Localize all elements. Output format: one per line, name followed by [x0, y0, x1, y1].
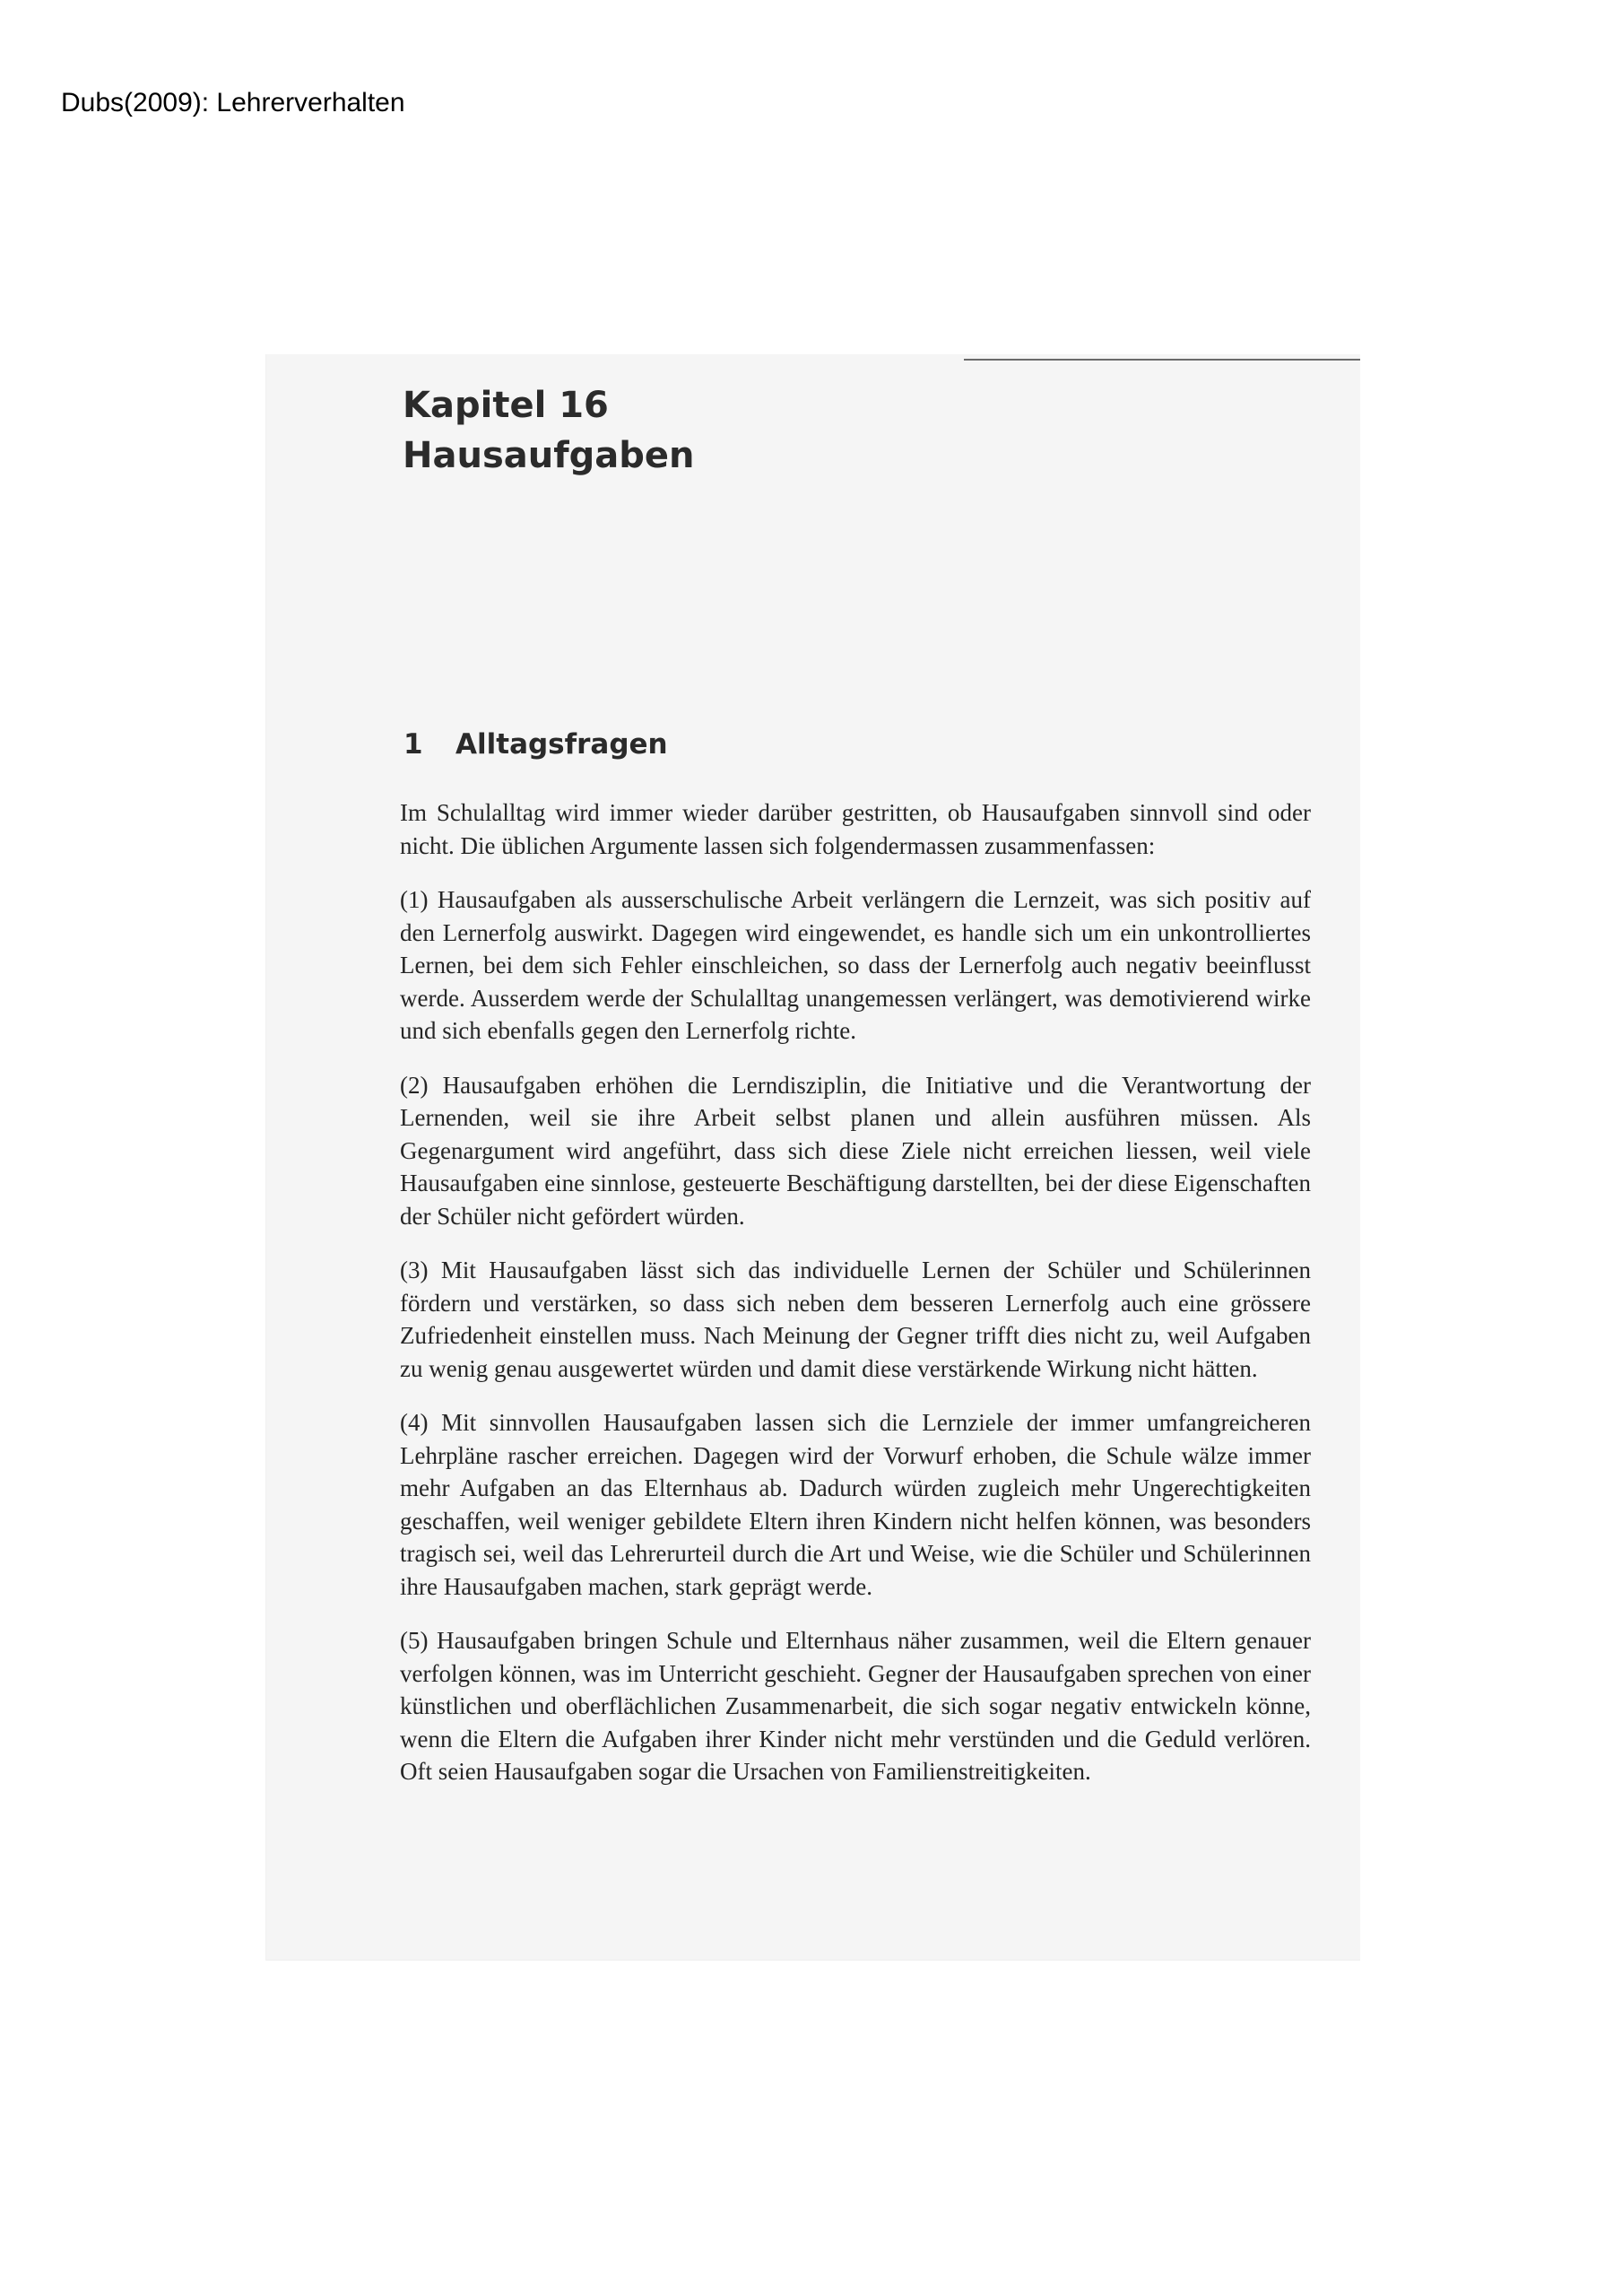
chapter-title: Hausaufgaben	[403, 435, 695, 476]
paragraph-intro: Im Schulalltag wird immer wieder darüber gestritten, ob Hausaufgaben sinnvoll sind oder nicht. Die üblichen Argumente lassen sich folgendermassen zusammenfassen:	[400, 799, 1311, 859]
paragraph-argument-2: (2) Hausaufgaben erhöhen die Lerndisziplin, die Initiative und die Verantwortung der Lernenden, weil sie ihre Arbeit selbst planen und allein ausführen müssen. Als Gegenargument wird angeführt, dass sich diese Ziele nicht erreichen liessen, weil viele Hausaufgaben eine sinnlose, gesteuerte Beschäftigung darstellten, bei der diese Eigenschaften der Schüler nicht gefördert würden.	[400, 1071, 1311, 1230]
top-rule-divider	[964, 359, 1360, 361]
paragraph-argument-3: (3) Mit Hausaufgaben lässt sich das individuelle Lernen der Schüler und Schülerinnen fördern und verstärken, so dass sich neben dem besseren Lernerfolg auch eine grössere Zufriedenheit einstellen muss. Nach Meinung der Gegner trifft dies nicht zu, weil Aufgaben zu wenig genau ausgewertet würden und damit diese verstärkende Wirkung nicht hätten.	[400, 1257, 1311, 1382]
paragraph-argument-5: (5) Hausaufgaben bringen Schule und Elternhaus näher zusammen, weil die Eltern genauer verfolgen können, was im Unterricht geschieht. Gegner der Hausaufgaben sprechen von einer künstlichen und oberflächlichen Zusammenarbeit, die sich sogar negativ entwickeln könne, wenn die Eltern die Aufgaben ihrer Kinder nicht mehr verstünden und die Geduld verlören. Oft seien Hausaufgaben sogar die Ursachen von Familienstreitigkeiten.	[400, 1627, 1311, 1785]
section-title: Alltagsfragen	[455, 728, 668, 761]
paragraph-argument-1: (1) Hausaufgaben als ausserschulische Arbeit verlängern die Lernzeit, was sich positiv auf den Lernerfolg auswirkt. Dagegen wird eingewendet, es handle sich um ein unkontrolliertes Lernen, bei dem sich Fehler einschleichen, so dass der Lernerfolg auch negativ beeinflusst werde. Ausserdem werde der Schulalltag unangemessen verlängert, was demotivierend wirke und sich ebenfalls gegen den Lernerfolg richte.	[400, 886, 1311, 1044]
section-number: 1	[403, 728, 423, 761]
section-heading	[403, 725, 668, 764]
paragraph-argument-4: (4) Mit sinnvollen Hausaufgaben lassen sich die Lernziele der immer umfangreicheren Lehrpläne rascher erreichen. Dagegen wird der Vorwurf erhoben, die Schule wälze immer mehr Aufgaben an das Elternhaus ab. Dadurch würden zugleich mehr Ungerechtigkeiten geschaffen, weil weniger gebildete Eltern ihren Kindern nicht helfen können, was besonders tragisch sei, weil das Lehrerurteil durch die Art und Weise, wie die Schüler und Schülerinnen ihre Hausaufgaben machen, stark geprägt werde.	[400, 1409, 1311, 1600]
running-header: Dubs(2009): Lehrerverhalten	[61, 88, 405, 117]
body-text	[400, 796, 1311, 1810]
chapter-heading	[403, 380, 695, 481]
chapter-label: Kapitel 16	[403, 385, 609, 426]
